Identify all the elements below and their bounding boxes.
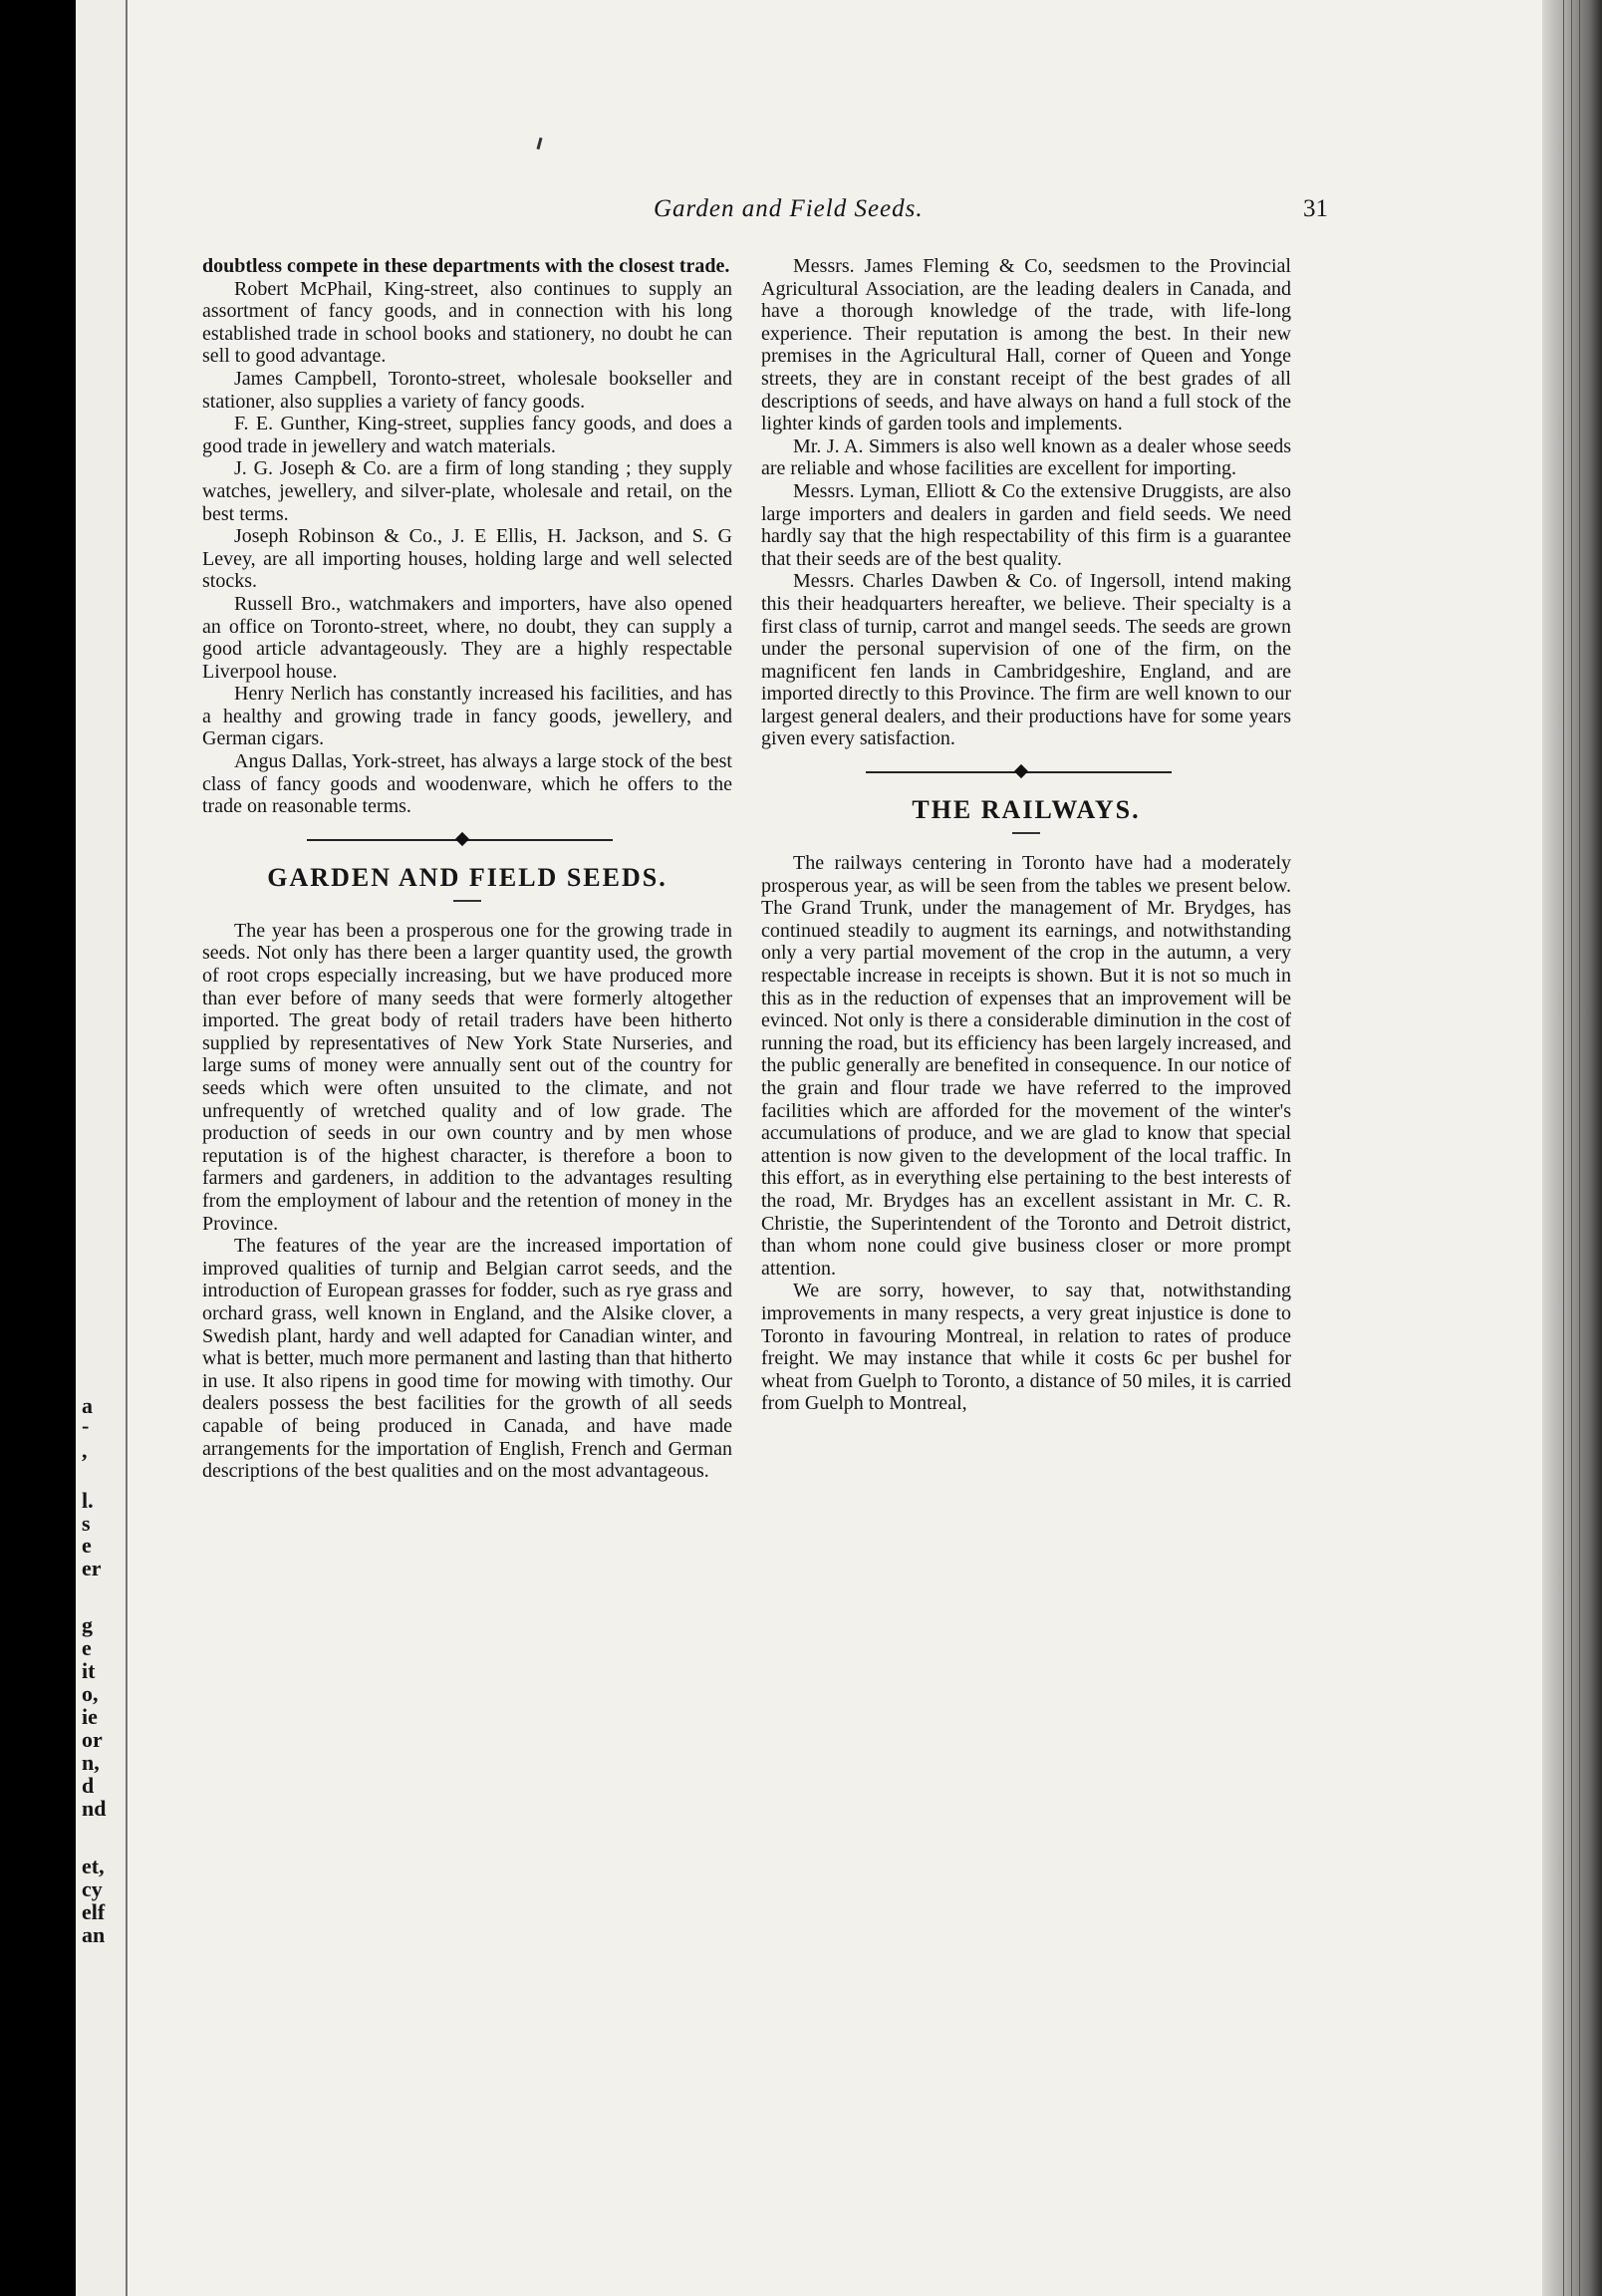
page-edge-line bbox=[1579, 0, 1580, 2296]
margin-fragment: et, bbox=[82, 1854, 105, 1878]
paragraph: J. G. Joseph & Co. are a firm of long standing ; they supply watches, jewellery, and silver-plate, wholesale and retail, on the best terms. bbox=[202, 457, 732, 525]
paragraph: Messrs. James Fleming & Co, seedsmen to the Provincial Agricultural Association, are the leading dealers in Canada, and have a thorough knowledge of the trade, with life-long experience. Their reputation is among the best. In their new premises in the Agricultural Hall, corner of Queen and Yonge streets, they are in constant receipt of the best grades of all descriptions of seeds, and have always on hand a full stock of the lighter kinds of garden tools and implements. bbox=[761, 255, 1291, 435]
ornamental-rule bbox=[202, 828, 732, 852]
margin-fragment: , bbox=[82, 1438, 88, 1463]
section-heading-railways: THE RAILWAYS. bbox=[912, 795, 1141, 825]
paragraph: We are sorry, however, to say that, notwithstanding improvements in many respects, a very great injustice is done to Toronto in favouring Montreal, in relation to rates of produce freight. We may instance that while it costs 6c per bushel for wheat from Guelph to Toronto, a distance of 50 miles, it is carried from Guelph to Montreal, bbox=[761, 1280, 1291, 1415]
short-rule bbox=[1012, 832, 1040, 834]
paragraph: doubtless compete in these departments with the closest trade. bbox=[202, 255, 730, 277]
margin-fragment: it bbox=[82, 1658, 96, 1683]
right-column bbox=[761, 255, 1291, 1415]
paragraph: The year has been a prosperous one for the growing trade in seeds. Not only has there been a larger quantity used, the growth of root crops especially increasing, but we have produced more than ever before of many seeds that were formerly altogether imported. The great body of retail traders have been hitherto supplied by representatives of New York State Nurseries, and large sums of money were annually sent out of the country for seeds which were often unsuited to the climate, and not unfrequently of wretched quality and of low grade. The production of seeds in our own country and by men whose reputation is of the highest character, is therefore a boon to farmers and gardeners, in addition to the advantages resulting from the employment of labour and the retention of money in the Province. bbox=[202, 919, 732, 1235]
book-page bbox=[76, 0, 1602, 2296]
page-edge-line bbox=[1563, 0, 1564, 2296]
left-column bbox=[202, 255, 732, 1483]
margin-fragment: e bbox=[82, 1533, 92, 1558]
margin-fragment: cy bbox=[82, 1876, 103, 1901]
paragraph: Russell Bro., watchmakers and importers, have also opened an office on Toronto-street, where, no doubt, they can supply a good article advantageously. They are a highly respectable Liverpool house. bbox=[202, 592, 732, 683]
margin-fragment: ie bbox=[82, 1704, 98, 1729]
paragraph: F. E. Gunther, King-street, supplies fancy goods, and does a good trade in jewellery and watch materials. bbox=[202, 413, 732, 457]
page-number: 31 bbox=[1303, 195, 1328, 222]
ink-mark bbox=[536, 138, 542, 149]
short-rule bbox=[453, 900, 481, 902]
margin-fragment: n, bbox=[82, 1750, 100, 1775]
paragraph: Joseph Robinson & Co., J. E Ellis, H. Jackson, and S. G Levey, are all importing houses, holding large and well selected stocks. bbox=[202, 525, 732, 593]
page-edge-shadow bbox=[1542, 0, 1602, 2296]
paragraph: Robert McPhail, King-street, also continues to supply an assortment of fancy goods, and in connection with his long established trade in school books and stationery, no doubt he can sell to good advantage. bbox=[202, 277, 732, 368]
paragraph: Mr. J. A. Simmers is also well known as a dealer whose seeds are reliable and whose facilities are excellent for importing. bbox=[761, 434, 1291, 480]
paragraph: Angus Dallas, York-street, has always a large stock of the best class of fancy goods and woodenware, which he offers to the trade on reasonable terms. bbox=[202, 750, 732, 818]
facing-page-edge bbox=[76, 0, 128, 2296]
margin-fragment: or bbox=[82, 1727, 103, 1752]
margin-fragment: nd bbox=[82, 1796, 107, 1821]
margin-fragment: e bbox=[82, 1635, 92, 1660]
margin-fragment: l. bbox=[82, 1488, 94, 1513]
running-head: Garden and Field Seeds. bbox=[654, 195, 924, 222]
paragraph: The railways centering in Toronto have had a moderately prosperous year, as will be seen from the tables we present below. The Grand Trunk, under the management of Mr. Brydges, has continued steadily to augment its earnings, and notwithstanding only a very partial movement of the crop in the autumn, a very respectable increase in receipts is shown. But it is not so much in this as in the reduction of expenses that an improvement will be evinced. Not only is there a considerable diminution in the cost of running the road, but its efficiency has been largely increased, and the public generally are benefited in consequence. In our notice of the grain and flour trade we have referred to the improved facilities which are afforded for the movement of the winter's accumulations of produce, and we are glad to know that special attention is now given to the development of the local traffic. In this effort, as in everything else pertaining to the best interests of the road, Mr. Brydges has an excellent assistant in Mr. C. R. Christie, the Superintendent of the Toronto and Detroit district, than whom none could give business closer or more prompt attention. bbox=[761, 852, 1291, 1280]
paragraph: Messrs. Charles Dawben & Co. of Ingersoll, intend making this their headquarters hereafter, we believe. Their specialty is a first class of turnip, carrot and mangel seeds. The seeds are grown under the personal supervision of one of the firm, on the magnificent fen lands in Cambridgeshire, England, and are imported directly to this Province. The firm are well known to our largest general dealers, and their productions have for some years given every satisfaction. bbox=[761, 570, 1291, 750]
margin-fragment: a bbox=[82, 1393, 93, 1418]
margin-fragment: o, bbox=[82, 1681, 99, 1706]
margin-fragment: an bbox=[82, 1922, 106, 1947]
section-heading-garden-seeds: GARDEN AND FIELD SEEDS. bbox=[267, 862, 668, 892]
paragraph: The features of the year are the increased importation of improved qualities of turnip and Belgian carrot seeds, and the introduction of European grasses for fodder, such as rye grass and orchard grass, well known in England, and the Alsike clover, a Swedish plant, hardy and well adapted for Canadian winter, and what is better, much more permanent and lasting than that hitherto in use. It also ripens in good time for mowing with timothy. Our dealers possess the best facilities for the growth of all seeds capable of being produced in Canada, and have made arrangements for the importation of English, French and German descriptions of the best qualities and on the most advantageous. bbox=[202, 1235, 732, 1483]
paragraph: Henry Nerlich has constantly increased his facilities, and has a healthy and growing trade in fancy goods, jewellery, and German cigars. bbox=[202, 683, 732, 750]
margin-fragment: er bbox=[82, 1556, 102, 1580]
page-edge-line bbox=[1571, 0, 1572, 2296]
ornamental-rule bbox=[761, 760, 1291, 784]
margin-fragment: elf bbox=[82, 1899, 106, 1924]
margin-fragment: s bbox=[82, 1511, 91, 1536]
paragraph: James Campbell, Toronto-street, wholesale bookseller and stationer, also supplies a variety of fancy goods. bbox=[202, 367, 732, 413]
margin-fragment: g bbox=[82, 1612, 93, 1637]
margin-fragment: d bbox=[82, 1773, 95, 1798]
margin-fragment: - bbox=[82, 1413, 90, 1438]
paragraph: Messrs. Lyman, Elliott & Co the extensive Druggists, are also large importers and dealers in garden and field seeds. We need hardly say that the high respectability of this firm is a guarantee that their seeds are of the best quality. bbox=[761, 479, 1291, 570]
